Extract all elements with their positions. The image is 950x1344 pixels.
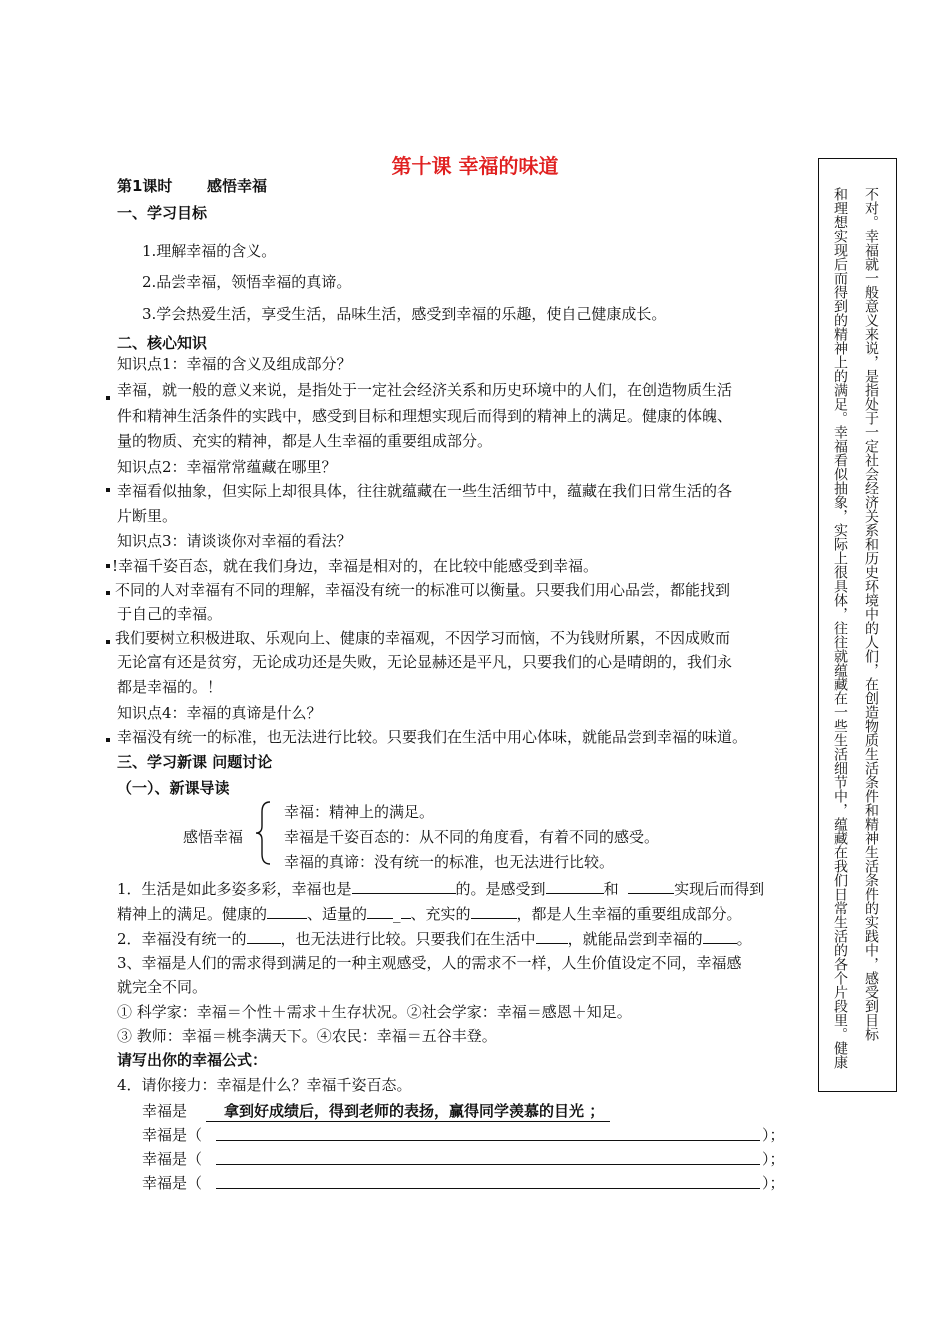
sidebar-answer-box xyxy=(818,158,897,1092)
sidebar-column: 和理想实现后而得到的精神上的满足。幸福看似抽象，实际上很具体，往往就蕴藏在一些生活细节中，蕴藏在我们日常生活的各个片段里。健康 xyxy=(832,187,848,1069)
formula-line: ① 科学家：幸福＝个性＋需求＋生存状况。②社会学家：幸福＝感恩＋知足。 xyxy=(117,1003,632,1021)
answer-blank[interactable] xyxy=(546,877,604,894)
knowledge-question: 知识点3：请谈谈你对幸福的看法？ xyxy=(117,532,352,550)
relay-close: ）； xyxy=(762,1174,785,1192)
question-2: 2．幸福没有统一的 ，也无法进行比较。只要我们在生活中 ，就能品尝到幸福的 。 xyxy=(117,926,817,952)
knowledge-answer: 无论富有还是贫穷，无论成功还是失败，无论显赫还是平凡，只要我们的心是晴朗的，我们永 xyxy=(117,653,733,671)
bullet-mark xyxy=(106,591,110,595)
question-3: 就完全不同。 xyxy=(117,978,208,996)
relay-open: 幸福是（ xyxy=(142,1150,203,1168)
answer-blank[interactable] xyxy=(536,927,568,944)
question-1-line-1: 1．生活是如此多姿多彩，幸福也是 的。是感受到 和 实现后而得到 xyxy=(117,876,817,902)
knowledge-answer: 幸福，就一般的意义来说，是指处于一定社会经济关系和历史环境中的人们，在创造物质生活 xyxy=(117,381,733,399)
goals-heading: 一、学习目标 xyxy=(117,204,208,222)
answer-blank[interactable] xyxy=(367,902,393,919)
formula-line: ③ 教师：幸福＝桃李满天下。④农民：幸福＝五谷丰登。 xyxy=(117,1027,497,1045)
knowledge-question: 知识点1：幸福的含义及组成部分？ xyxy=(117,355,352,373)
lesson-period: 第1课时 xyxy=(117,177,173,195)
question-3: 3、幸福是人们的需求得到满足的一种主观感受，人的需求不一样，人生价值设定不同，幸福感 xyxy=(117,954,742,972)
bullet-mark xyxy=(106,738,110,742)
knowledge-answer: 幸福看似抽象，但实际上却很具体，往往就蕴藏在一些生活细节中，蕴藏在我们日常生活的各 xyxy=(117,482,733,500)
relay-example: 拿到好成绩后，得到老师的表扬，赢得同学羡慕的目光 ； xyxy=(206,1100,610,1122)
answer-blank[interactable] xyxy=(703,927,737,944)
knowledge-answer: !幸福千姿百态，就在我们身边，幸福是相对的，在比较中能感受到幸福。 xyxy=(112,557,599,575)
question-1-line-2: 精神上的满足。健康的 、适量的 _ 、充实的 ，都是人生幸福的重要组成部分。 xyxy=(117,901,817,927)
goal-item: 1.理解幸福的含义。 xyxy=(142,242,277,260)
knowledge-answer: 片断里。 xyxy=(117,507,178,525)
knowledge-question: 知识点4：幸福的真谛是什么？ xyxy=(117,704,322,722)
sidebar-column: 不对。幸福就一般意义来说，是指处于一定社会经济关系和历史环境中的人们，在创造物质生活条件和精神生活条件的实践中，感受到目标 xyxy=(863,187,879,1041)
bullet-mark xyxy=(106,488,110,492)
answer-blank[interactable] xyxy=(401,902,411,919)
relay-open: 幸福是（ xyxy=(142,1126,203,1144)
goal-item: 3.学会热爱生活，享受生活，品味生活，感受到幸福的乐趣，使自己健康成长。 xyxy=(142,305,667,323)
relay-close: ）； xyxy=(762,1126,785,1144)
knowledge-answer: 不同的人对幸福有不同的理解，幸福没有统一的标准可以衡量。只要我们用心品尝，都能找到 xyxy=(115,581,731,599)
knowledge-answer: 于自己的幸福。 xyxy=(117,605,223,623)
relay-label: 幸福是 xyxy=(142,1102,188,1120)
knowledge-answer: 件和精神生活条件的实践中，感受到目标和理想实现后而得到的精神上的满足。健康的体魄、 xyxy=(117,407,733,425)
answer-blank[interactable] xyxy=(352,877,456,894)
bullet-mark xyxy=(106,640,110,644)
knowledge-answer: 幸福没有统一的标准，也无法进行比较。只要我们在生活中用心体味，就能品尝到幸福的味道。 xyxy=(117,728,748,746)
answer-blank[interactable] xyxy=(471,902,517,919)
curly-brace-icon xyxy=(254,800,274,866)
answer-line[interactable] xyxy=(216,1140,760,1141)
brace-item: 幸福：精神上的满足。 xyxy=(284,803,435,821)
answer-line[interactable] xyxy=(216,1164,760,1165)
answer-blank[interactable] xyxy=(267,902,307,919)
knowledge-question: 知识点2：幸福常常蕴藏在哪里？ xyxy=(117,458,337,476)
relay-open: 幸福是（ xyxy=(142,1174,203,1192)
page-title: 第十课 幸福的味道 xyxy=(391,154,559,178)
answer-blank[interactable] xyxy=(628,877,674,894)
knowledge-answer: 都是幸福的。！ xyxy=(117,678,223,696)
formula-prompt: 请写出你的幸福公式： xyxy=(117,1051,268,1069)
knowledge-answer: 我们要树立积极进取、乐观向上、健康的幸福观，不因学习而恼，不为钱财所累，不因成败而 xyxy=(115,629,731,647)
brace-label: 感悟幸福 xyxy=(183,828,244,846)
lesson-topic: 感悟幸福 xyxy=(207,177,268,195)
goal-item: 2.品尝幸福，领悟幸福的真谛。 xyxy=(142,273,352,291)
new-lesson-heading: 三、学习新课 问题讨论 xyxy=(117,753,273,771)
answer-blank[interactable] xyxy=(247,927,281,944)
bullet-mark xyxy=(106,564,110,568)
answer-line[interactable] xyxy=(216,1188,760,1189)
bullet-mark xyxy=(106,396,110,400)
sub-heading: （一）、新课导读 xyxy=(117,779,230,797)
relay-close: ）； xyxy=(762,1150,785,1168)
core-heading: 二、核心知识 xyxy=(117,334,208,352)
knowledge-answer: 量的物质、充实的精神，都是人生幸福的重要组成部分。 xyxy=(117,432,493,450)
question-4: 4．请你接力：幸福是什么？幸福千姿百态。 xyxy=(117,1076,412,1094)
brace-item: 幸福的真谛：没有统一的标准，也无法进行比较。 xyxy=(284,853,615,871)
brace-item: 幸福是千姿百态的：从不同的角度看，有着不同的感受。 xyxy=(284,828,660,846)
